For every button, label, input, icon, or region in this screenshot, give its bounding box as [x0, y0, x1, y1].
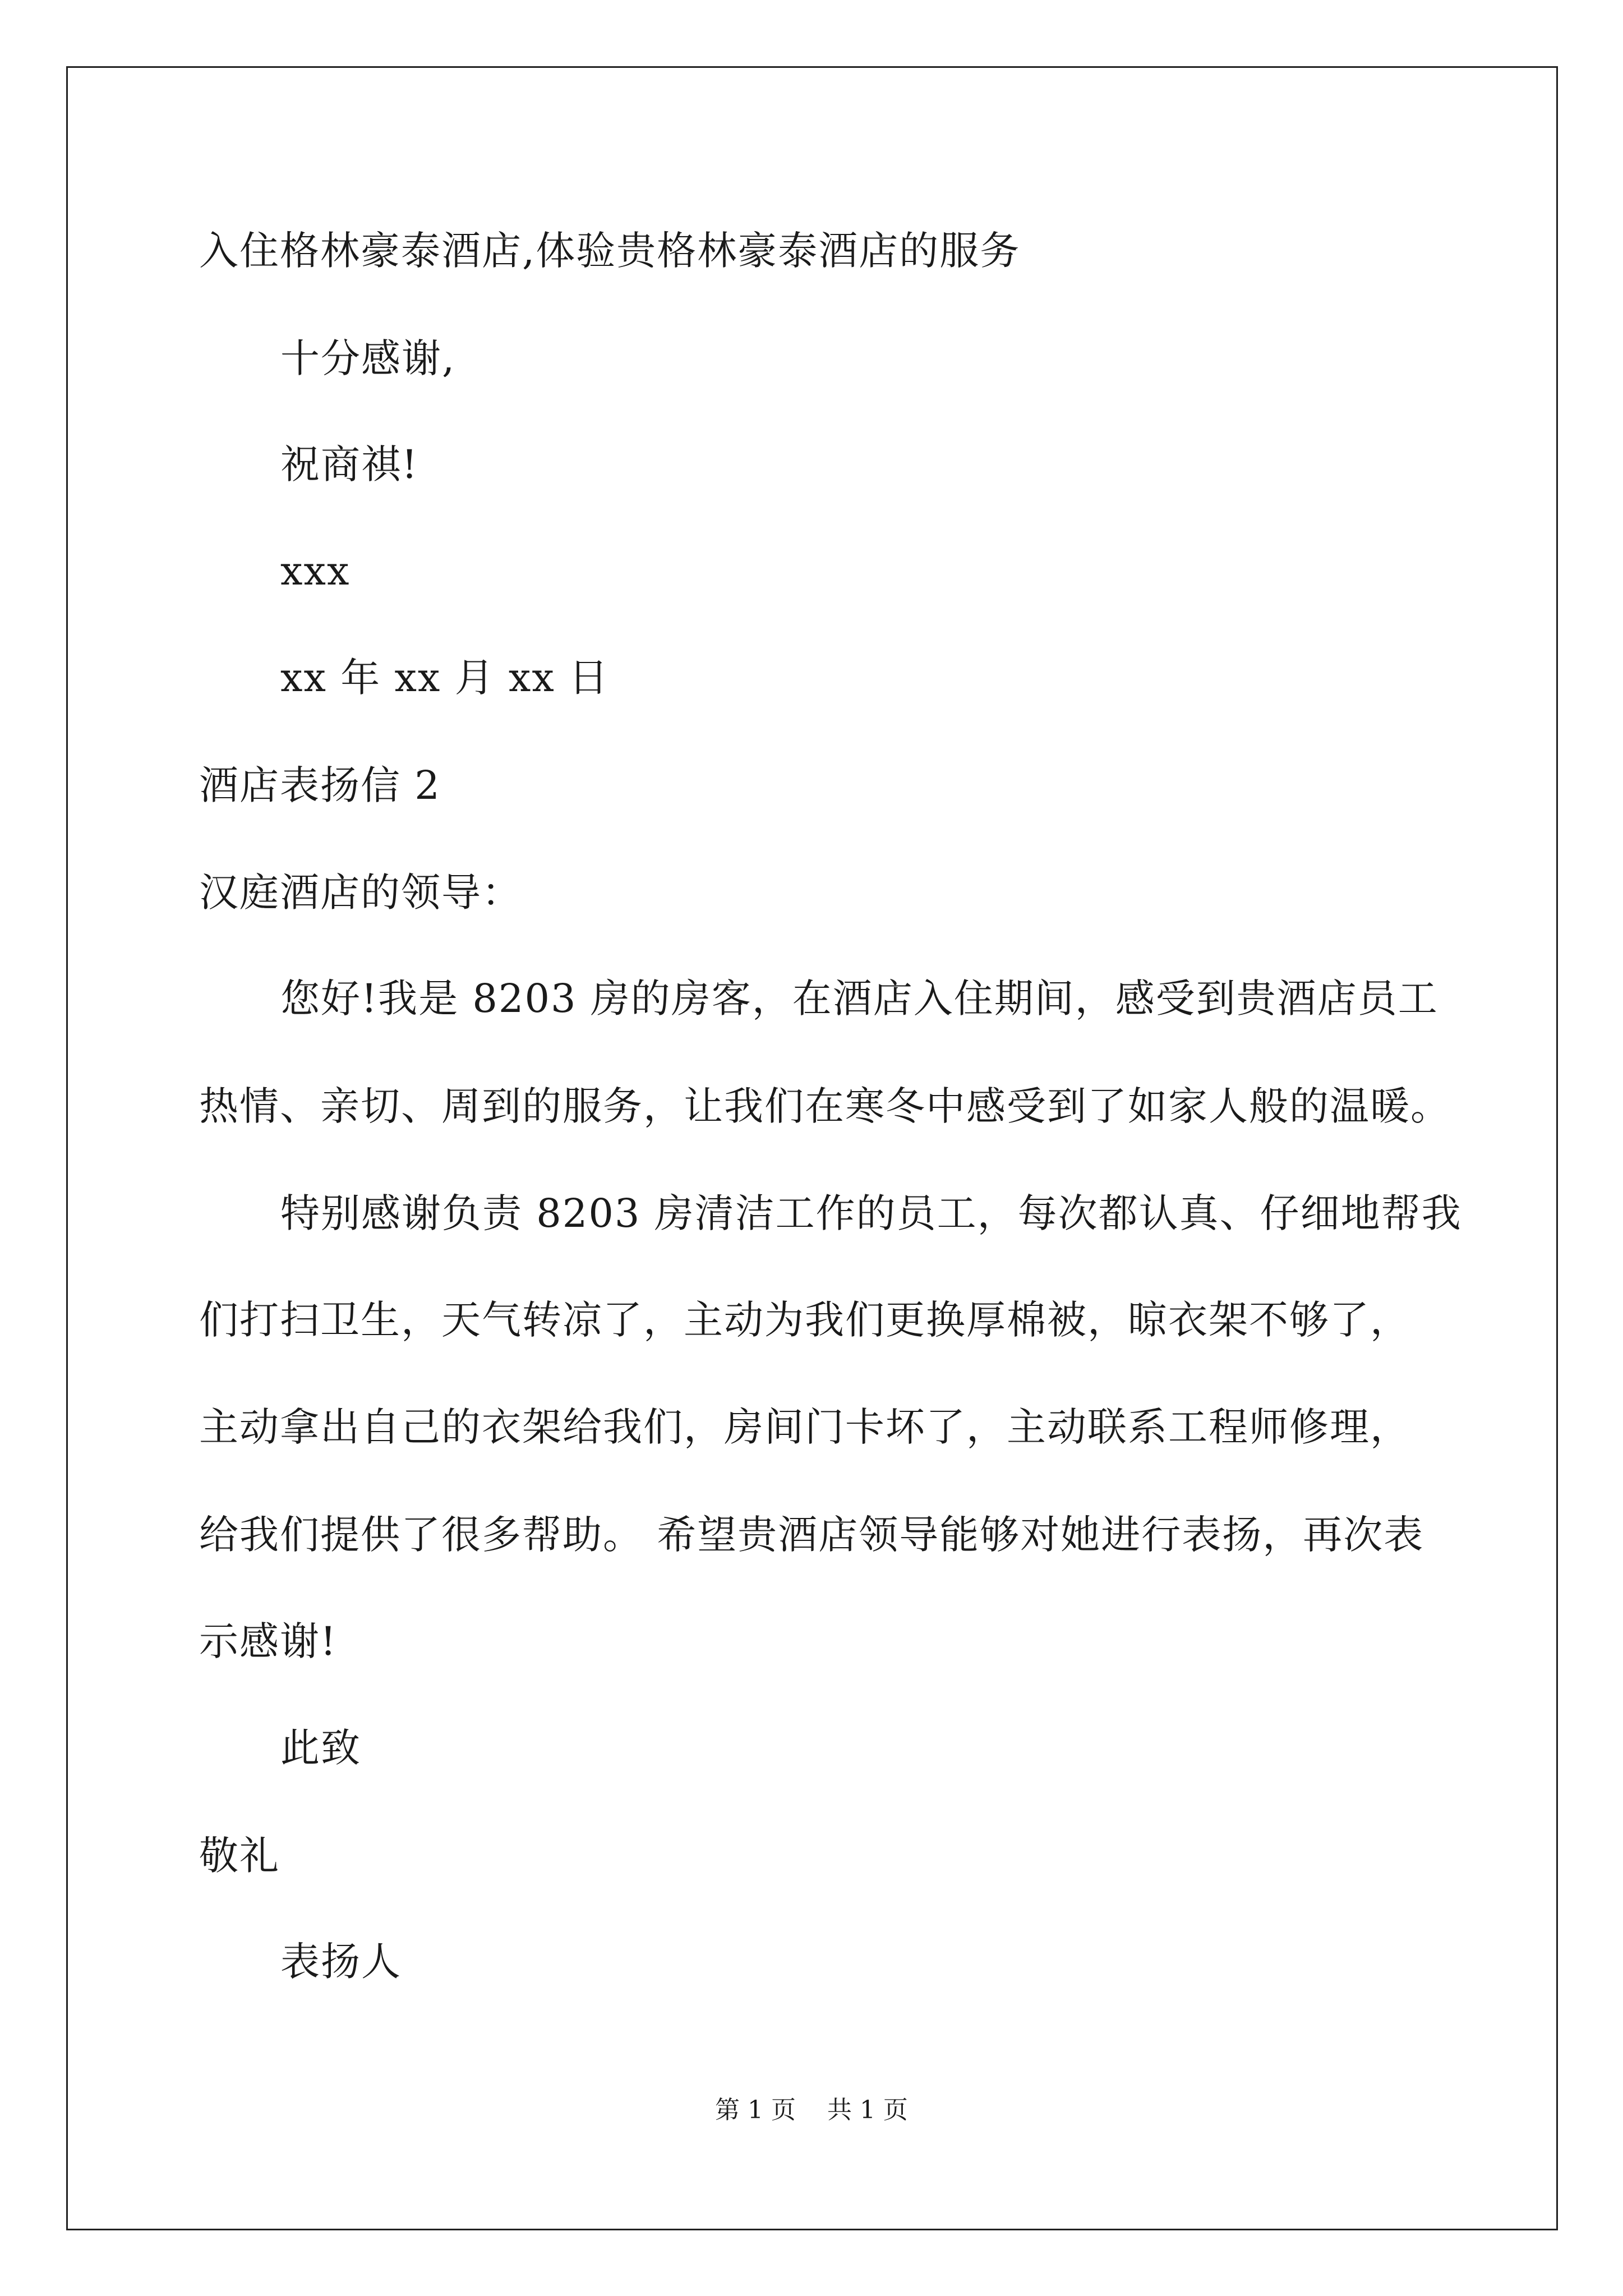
body-line-2: 热情、亲切、周到的服务，让我们在寒冬中感受到了如家人般的温暖。: [199, 1083, 1451, 1129]
body-line-5: 主动拿出自己的衣架给我们，房间门卡坏了，主动联系工程师修理，: [199, 1404, 1410, 1450]
page-border: [66, 66, 1558, 2230]
text-line-signature: xxx: [280, 548, 351, 594]
page-number-footer: 第 1 页 共 1 页: [715, 2096, 908, 2124]
signer-label: 表扬人: [280, 1939, 402, 1985]
body-line-7: 示感谢!: [199, 1618, 338, 1664]
text-line-closing-wish: 祝商祺!: [280, 441, 419, 487]
closing-phrase: 此致: [280, 1725, 361, 1771]
text-line-intro: 入住格林豪泰酒店,体验贵格林豪泰酒店的服务: [199, 228, 1021, 274]
salutation: 汉庭酒店的领导：: [199, 869, 522, 915]
body-line-4: 们打扫卫生，天气转凉了，主动为我们更换厚棉被，晾衣架不够了，: [199, 1297, 1410, 1343]
section-heading: 酒店表扬信 2: [199, 762, 441, 808]
body-line-1: 您好!我是 8203 房的房客，在酒店入住期间，感受到贵酒店员工: [280, 976, 1438, 1022]
text-line-date: xx 年 xx 月 xx 日: [280, 655, 610, 701]
text-line-thanks: 十分感谢,: [280, 335, 456, 381]
closing-regards: 敬礼: [199, 1833, 280, 1879]
body-line-3: 特别感谢负责 8203 房清洁工作的员工，每次都认真、仔细地帮我: [280, 1190, 1462, 1236]
body-line-6: 给我们提供了很多帮助。 希望贵酒店领导能够对她进行表扬，再次表: [199, 1512, 1424, 1558]
